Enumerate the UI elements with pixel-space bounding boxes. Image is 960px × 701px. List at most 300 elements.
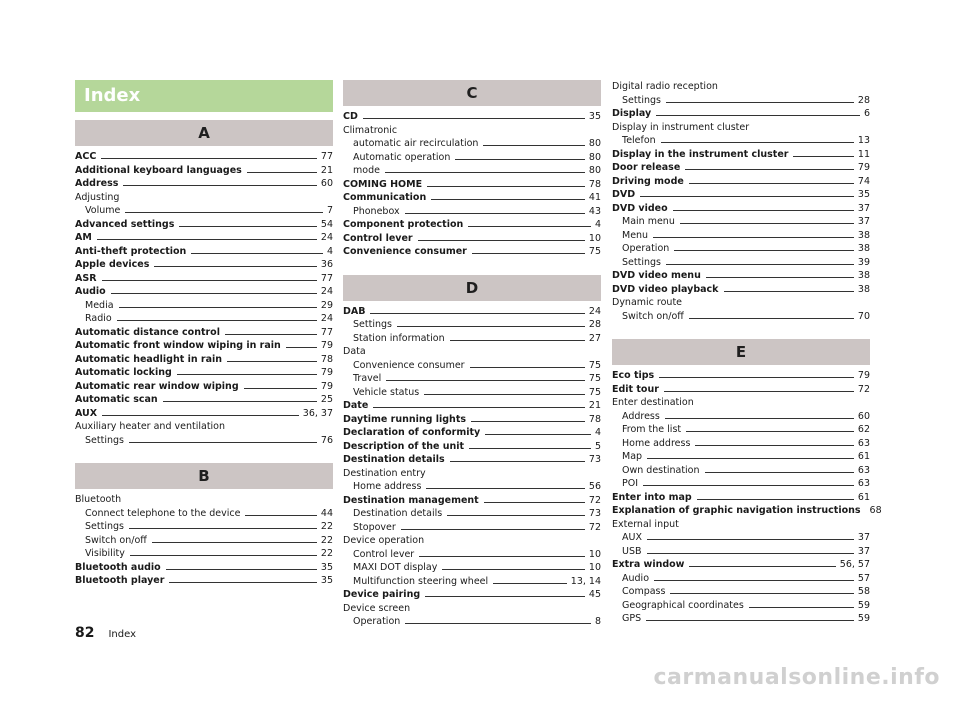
entry-page-number: 61 [857, 491, 870, 503]
entry-page-number: 38 [857, 229, 870, 241]
index-column-2 [343, 80, 601, 629]
entry-page-number: 4 [326, 245, 333, 257]
dot-leader [447, 515, 585, 516]
entry-page-number: 35 [857, 189, 870, 200]
dot-leader [373, 407, 585, 408]
dot-leader [191, 253, 323, 254]
entry-page-number: 37 [857, 202, 870, 214]
entry-page-number: 45 [588, 589, 601, 600]
entry-text: Travel [353, 373, 382, 384]
entry-text: Home address [353, 481, 422, 492]
index-entry [75, 245, 333, 259]
entry-page-number: 56, 57 [839, 559, 870, 570]
index-subentry [612, 242, 870, 256]
index-entry [343, 232, 601, 246]
dot-leader [426, 488, 585, 489]
entry-page-number: 79 [857, 162, 870, 173]
entry-text: Component protection [343, 219, 464, 230]
dot-leader [470, 367, 585, 368]
entry-text: Menu [622, 229, 649, 241]
entry-text: Communication [343, 192, 427, 203]
index-subentry [75, 507, 333, 521]
dot-leader [123, 185, 317, 186]
index-entry [343, 440, 601, 454]
dot-leader [640, 196, 854, 197]
entry-text: Automatic locking [75, 367, 172, 378]
entry-text: Address [622, 410, 660, 422]
index-subentry [343, 507, 601, 521]
entry-text: Digital radio reception [612, 81, 718, 92]
dot-leader [654, 580, 854, 581]
dot-leader [152, 542, 317, 543]
index-entry [343, 245, 601, 259]
entry-text: automatic air recirculation [353, 138, 479, 149]
index-subentry [343, 332, 601, 346]
dot-leader [647, 458, 854, 459]
index-entry [343, 453, 601, 467]
index-subentry [75, 534, 333, 548]
index-entry [75, 366, 333, 380]
dot-leader [129, 528, 317, 529]
index-entry [75, 272, 333, 286]
index-subentry [612, 215, 870, 229]
entry-page-number: 29 [320, 299, 333, 311]
dot-leader [647, 553, 854, 554]
dot-leader [665, 418, 854, 419]
dot-leader [286, 347, 317, 348]
entry-text: Bluetooth audio [75, 561, 161, 573]
dot-leader [450, 461, 585, 462]
entry-page-number: 38 [857, 283, 870, 295]
entry-page-number: 36, 37 [302, 407, 333, 419]
dot-leader [685, 169, 854, 170]
index-entry [612, 175, 870, 189]
index-column-3 [612, 80, 882, 626]
entry-text: Enter destination [612, 397, 694, 408]
index-entry [612, 504, 882, 518]
dot-leader [177, 374, 317, 375]
index-subentry [612, 450, 870, 464]
entry-text: Convenience consumer [343, 246, 467, 257]
index-entry [612, 269, 870, 283]
dot-leader [697, 499, 854, 500]
index-subentry [75, 299, 333, 313]
index-entry [612, 107, 870, 121]
entry-page-number: 72 [588, 521, 601, 533]
index-subentry [343, 359, 601, 373]
entry-page-number: 28 [857, 94, 870, 106]
entry-text: Date [343, 400, 369, 411]
entry-text: Connect telephone to the device [85, 507, 241, 519]
entry-text: Display in the instrument cluster [612, 148, 789, 160]
entry-page-number: 73 [588, 508, 601, 519]
entry-text: Main menu [622, 216, 675, 227]
entry-text: DVD video [612, 202, 668, 214]
dot-leader [225, 334, 317, 335]
index-subentry [343, 521, 601, 535]
dot-leader [689, 566, 835, 567]
index-entry [612, 383, 870, 397]
dot-leader [664, 391, 854, 392]
dot-leader [469, 448, 591, 449]
entry-text: Additional keyboard languages [75, 164, 242, 176]
entry-text: Multifunction steering wheel [353, 575, 489, 587]
index-entry [75, 164, 333, 178]
dot-leader [425, 596, 585, 597]
letter-heading-d: D [343, 275, 601, 301]
entry-page-number: 78 [320, 353, 333, 365]
dot-leader [102, 280, 317, 281]
dot-leader [647, 539, 854, 540]
dot-leader [431, 199, 585, 200]
index-entry [343, 305, 601, 319]
dot-leader [661, 142, 854, 143]
dot-leader [427, 186, 585, 187]
dot-leader [670, 593, 853, 594]
entry-page-number: 24 [320, 286, 333, 297]
entry-text: Own destination [622, 464, 700, 476]
entry-page-number: 78 [588, 178, 601, 190]
entry-text: Declaration of conformity [343, 427, 481, 438]
index-entry [343, 602, 601, 616]
entry-page-number: 77 [320, 272, 333, 284]
dot-leader [117, 320, 317, 321]
entry-page-number: 4 [594, 427, 601, 438]
dot-leader [793, 156, 853, 157]
index-entry [343, 467, 601, 481]
dot-leader [689, 183, 854, 184]
entry-text: DVD video menu [612, 270, 701, 281]
index-entry [75, 353, 333, 367]
entry-text: Settings [85, 521, 124, 532]
entry-text: Automatic rear window wiping [75, 380, 239, 392]
index-subentry [612, 612, 870, 626]
dot-leader [227, 361, 317, 362]
dot-leader [666, 264, 854, 265]
entry-page-number: 8 [594, 616, 601, 627]
index-entry [343, 124, 601, 138]
entry-page-number: 28 [588, 319, 601, 330]
entry-page-number: 21 [320, 164, 333, 176]
entry-text: Dynamic route [612, 297, 683, 308]
entry-text: Stopover [353, 521, 396, 533]
letter-heading-c: C [343, 80, 601, 106]
index-entry [75, 339, 333, 353]
entry-page-number: 6 [863, 108, 870, 119]
index-subentry [343, 561, 601, 575]
entry-page-number: 79 [320, 367, 333, 378]
entry-text: External input [612, 518, 679, 530]
entry-page-number: 27 [588, 332, 601, 344]
entry-page-number: 59 [857, 613, 870, 624]
dot-leader [659, 377, 854, 378]
entry-text: Phonebox [353, 205, 400, 217]
index-entry [612, 296, 870, 310]
index-subentry [612, 531, 870, 545]
entry-text: Door release [612, 162, 681, 173]
entry-text: Automatic operation [353, 151, 451, 163]
index-subentry [343, 137, 601, 151]
entry-page-number: 13 [857, 135, 870, 146]
index-entry [343, 399, 601, 413]
entry-text: Settings [622, 94, 661, 106]
entry-page-number: 60 [320, 178, 333, 189]
entry-text: MAXI DOT display [353, 562, 438, 573]
entry-text: Auxiliary heater and ventilation [75, 421, 226, 432]
entry-page-number: 63 [857, 478, 870, 489]
dot-leader [705, 472, 854, 473]
index-entry [343, 588, 601, 602]
index-entry [75, 177, 333, 191]
entry-page-number: 7 [326, 205, 333, 216]
entry-page-number: 36 [320, 259, 333, 270]
index-entry [75, 150, 333, 164]
index-subentry [612, 477, 870, 491]
dot-leader [102, 415, 299, 416]
dot-leader [179, 226, 317, 227]
letter-heading-a: A [75, 120, 333, 146]
index-subentry [343, 575, 601, 589]
entry-page-number: 70 [857, 310, 870, 322]
page-footer [75, 625, 136, 641]
index-subentry [612, 572, 870, 586]
dot-leader [680, 223, 854, 224]
entry-text: Radio [85, 313, 112, 324]
index-subentry [343, 372, 601, 386]
entry-page-number: 80 [588, 151, 601, 163]
entry-text: Map [622, 451, 643, 462]
entry-text: Destination details [343, 454, 445, 465]
entry-text: Explanation of graphic navigation instructions [612, 505, 861, 516]
index-entry [612, 558, 870, 572]
entry-text: Automatic front window wiping in rain [75, 340, 281, 351]
dot-leader [468, 226, 591, 227]
dot-leader [656, 115, 860, 116]
entry-text: Enter into map [612, 491, 692, 503]
entry-text: Destination management [343, 494, 479, 506]
index-subentry [612, 585, 870, 599]
index-entry [612, 188, 870, 202]
entry-page-number: 61 [857, 451, 870, 462]
entry-page-number: 62 [857, 424, 870, 435]
dot-leader [101, 158, 317, 159]
entry-text: Automatic scan [75, 394, 158, 405]
entry-page-number: 37 [857, 532, 870, 543]
dot-leader [370, 313, 584, 314]
entry-page-number: 77 [320, 326, 333, 338]
dot-leader [169, 582, 317, 583]
entry-text: Settings [353, 319, 392, 330]
index-entry [612, 396, 870, 410]
dot-leader [419, 556, 585, 557]
entry-page-number: 22 [320, 548, 333, 559]
index-entry [75, 420, 333, 434]
dot-leader [405, 213, 585, 214]
entry-text: Adjusting [75, 191, 120, 203]
entry-text: From the list [622, 424, 682, 435]
index-entry [343, 345, 601, 359]
entry-text: Settings [622, 256, 661, 268]
entry-text: Compass [622, 586, 666, 597]
dot-leader [130, 555, 317, 556]
entry-page-number: 37 [857, 216, 870, 227]
dot-leader [666, 102, 854, 103]
dot-leader [689, 318, 854, 319]
index-entry [75, 493, 333, 507]
entry-page-number: 44 [320, 507, 333, 519]
watermark: carmanualsonline.info [653, 665, 940, 690]
entry-page-number: 76 [320, 434, 333, 446]
dot-leader [397, 326, 585, 327]
entry-page-number: 56 [588, 481, 601, 492]
entry-text: DAB [343, 305, 366, 317]
index-entry [343, 426, 601, 440]
entry-page-number: 24 [320, 232, 333, 243]
entry-text: Convenience consumer [353, 359, 465, 371]
index-entry [612, 121, 870, 135]
entry-text: COMING HOME [343, 178, 423, 190]
index-subentry [343, 548, 601, 562]
entry-page-number: 75 [588, 359, 601, 371]
entry-page-number: 10 [588, 232, 601, 244]
dot-leader [749, 607, 854, 608]
dot-leader [424, 394, 585, 395]
index-entry [75, 574, 333, 588]
entry-text: Home address [622, 437, 691, 449]
index-entry [612, 369, 870, 383]
entry-page-number: 24 [320, 313, 333, 324]
entry-page-number: 75 [588, 386, 601, 398]
dot-leader [129, 442, 317, 443]
entry-text: Device screen [343, 602, 411, 614]
dot-leader [125, 212, 323, 213]
dot-leader [471, 421, 585, 422]
footer-label: Index [108, 629, 137, 640]
index-subentry [612, 229, 870, 243]
entry-page-number: 35 [320, 575, 333, 586]
index-subentry [612, 94, 870, 108]
entry-page-number: 39 [857, 256, 870, 268]
index-subentry [612, 134, 870, 148]
dot-leader [643, 485, 854, 486]
entry-text: Display [612, 108, 652, 119]
index-column-1 [75, 80, 333, 588]
entry-text: Bluetooth [75, 494, 122, 505]
entry-page-number: 24 [588, 305, 601, 317]
index-entry [75, 218, 333, 232]
entry-page-number: 80 [588, 138, 601, 149]
entry-page-number: 77 [320, 151, 333, 162]
index-entry [612, 80, 870, 94]
entry-page-number: 73 [588, 454, 601, 465]
dot-leader [111, 293, 317, 294]
index-entry [343, 534, 601, 548]
dot-leader [673, 210, 854, 211]
dot-leader [401, 529, 585, 530]
index-subentry [612, 310, 870, 324]
entry-text: Data [343, 346, 366, 357]
page-number: 82 [75, 625, 95, 641]
entry-page-number: 38 [857, 270, 870, 281]
index-subentry [612, 464, 870, 478]
entry-text: Operation [353, 616, 401, 627]
dot-leader [493, 583, 567, 584]
entry-text: CD [343, 111, 358, 122]
dot-leader [706, 277, 854, 278]
entry-page-number: 60 [857, 410, 870, 422]
index-subentry [343, 480, 601, 494]
entry-text: Daytime running lights [343, 413, 467, 425]
index-entry [612, 491, 870, 505]
entry-page-number: 22 [320, 534, 333, 546]
index-subentry [75, 520, 333, 534]
index-subentry [75, 204, 333, 218]
entry-page-number: 11 [857, 148, 870, 160]
dot-leader [442, 569, 585, 570]
index-title: Index [75, 80, 333, 112]
entry-page-number: 80 [588, 165, 601, 176]
entry-text: Eco tips [612, 370, 655, 381]
dot-leader [418, 240, 585, 241]
entry-text: Destination entry [343, 467, 426, 479]
entry-text: ACC [75, 151, 97, 162]
index-subentry [612, 599, 870, 613]
entry-page-number: 22 [320, 521, 333, 532]
entry-page-number: 4 [594, 219, 601, 230]
entry-text: Address [75, 178, 119, 189]
index-subentry [343, 205, 601, 219]
entry-text: Edit tour [612, 383, 659, 395]
entry-page-number: 63 [857, 437, 870, 449]
entry-page-number: 10 [588, 548, 601, 560]
entry-page-number: 5 [594, 440, 601, 452]
entry-text: Station information [353, 332, 445, 344]
entry-page-number: 13, 14 [570, 575, 601, 587]
index-entry [75, 326, 333, 340]
entry-page-number: 79 [857, 370, 870, 381]
index-subentry [612, 545, 870, 559]
entry-page-number: 43 [588, 205, 601, 217]
entry-text: AM [75, 232, 92, 243]
index-entry [75, 561, 333, 575]
entry-text: Bluetooth player [75, 575, 165, 586]
dot-leader [119, 307, 317, 308]
dot-leader [247, 172, 317, 173]
entry-text: Audio [75, 286, 106, 297]
index-entry [75, 231, 333, 245]
index-subentry [75, 434, 333, 448]
entry-text: AUX [75, 407, 98, 419]
entry-text: DVD [612, 189, 636, 200]
entry-page-number: 74 [857, 175, 870, 187]
entry-text: ASR [75, 272, 97, 284]
entry-text: Destination details [353, 508, 443, 519]
index-entry [612, 202, 870, 216]
dot-leader [724, 291, 854, 292]
dot-leader [484, 502, 585, 503]
index-subentry [343, 164, 601, 178]
dot-leader [386, 380, 585, 381]
entry-page-number: 38 [857, 243, 870, 254]
entry-text: POI [622, 478, 639, 489]
entry-text: Geographical coordinates [622, 599, 744, 611]
entry-page-number: 72 [588, 494, 601, 506]
index-subentry [343, 151, 601, 165]
entry-page-number: 79 [320, 340, 333, 351]
index-subentry [612, 256, 870, 270]
entry-text: Description of the unit [343, 440, 465, 452]
entry-text: Device pairing [343, 589, 421, 600]
